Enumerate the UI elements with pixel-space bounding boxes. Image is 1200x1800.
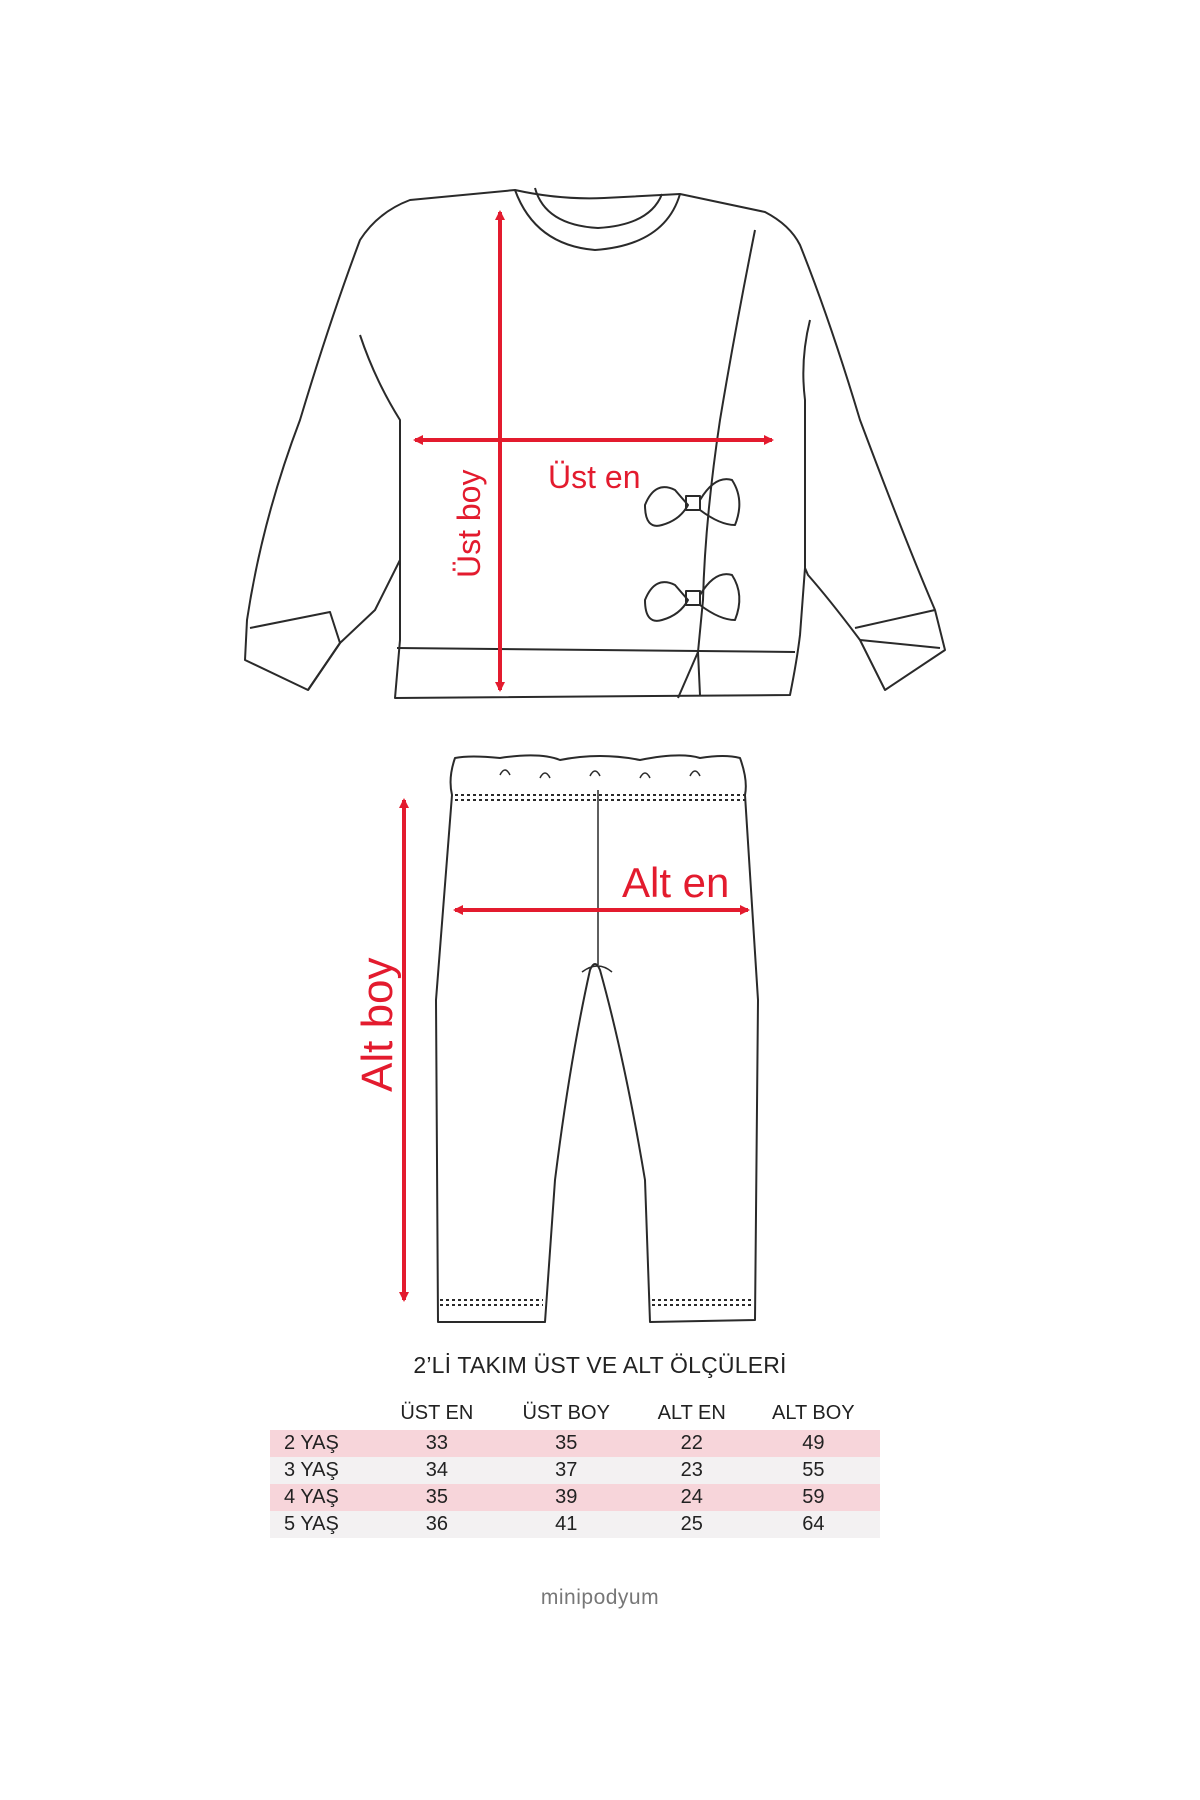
cell-top-width: 34 xyxy=(378,1457,496,1484)
cell-bottom-width: 22 xyxy=(637,1430,747,1457)
cell-top-length: 37 xyxy=(496,1457,637,1484)
cell-age: 5 YAŞ xyxy=(270,1511,378,1538)
header-bottom-width: ALT EN xyxy=(657,1401,726,1424)
bottom-width-label: Alt en xyxy=(622,859,730,906)
cell-bottom-length: 55 xyxy=(747,1457,880,1484)
table-row xyxy=(270,1430,880,1457)
cell-top-length: 41 xyxy=(496,1511,637,1538)
brand-logo: minipodyum xyxy=(540,1586,660,1609)
table-row xyxy=(270,1484,880,1511)
cell-age: 4 YAŞ xyxy=(270,1484,378,1511)
cell-age: 3 YAŞ xyxy=(270,1457,378,1484)
header-top-length: ÜST BOY xyxy=(522,1401,610,1424)
cell-top-length: 35 xyxy=(496,1430,637,1457)
cell-bottom-width: 23 xyxy=(637,1457,747,1484)
cell-bottom-width: 24 xyxy=(637,1484,747,1511)
top-length-label: Üst boy xyxy=(451,469,487,578)
cell-top-width: 36 xyxy=(378,1511,496,1538)
cell-top-width: 35 xyxy=(378,1484,496,1511)
top-width-label: Üst en xyxy=(548,459,641,495)
bow-lower xyxy=(645,574,739,621)
header-age xyxy=(270,1396,378,1430)
size-table-header xyxy=(270,1396,880,1430)
sweatshirt-illustration xyxy=(245,188,945,698)
header-top-width: ÜST EN xyxy=(400,1401,474,1424)
cell-age: 2 YAŞ xyxy=(270,1430,378,1457)
table-row xyxy=(270,1511,880,1538)
cell-bottom-length: 59 xyxy=(747,1484,880,1511)
header-bottom-length: ALT BOY xyxy=(772,1401,855,1424)
cell-top-width: 33 xyxy=(378,1430,496,1457)
size-table xyxy=(270,1396,880,1538)
bottom-length-label: Alt boy xyxy=(353,957,402,1092)
cell-bottom-length: 49 xyxy=(747,1430,880,1457)
leggings-illustration xyxy=(436,755,758,1322)
cell-top-length: 39 xyxy=(496,1484,637,1511)
size-table-title: 2’Lİ TAKIM ÜST VE ALT ÖLÇÜLERİ xyxy=(413,1352,787,1378)
table-row xyxy=(270,1457,880,1484)
cell-bottom-width: 25 xyxy=(637,1511,747,1538)
bow-upper xyxy=(645,479,739,526)
cell-bottom-length: 64 xyxy=(747,1511,880,1538)
